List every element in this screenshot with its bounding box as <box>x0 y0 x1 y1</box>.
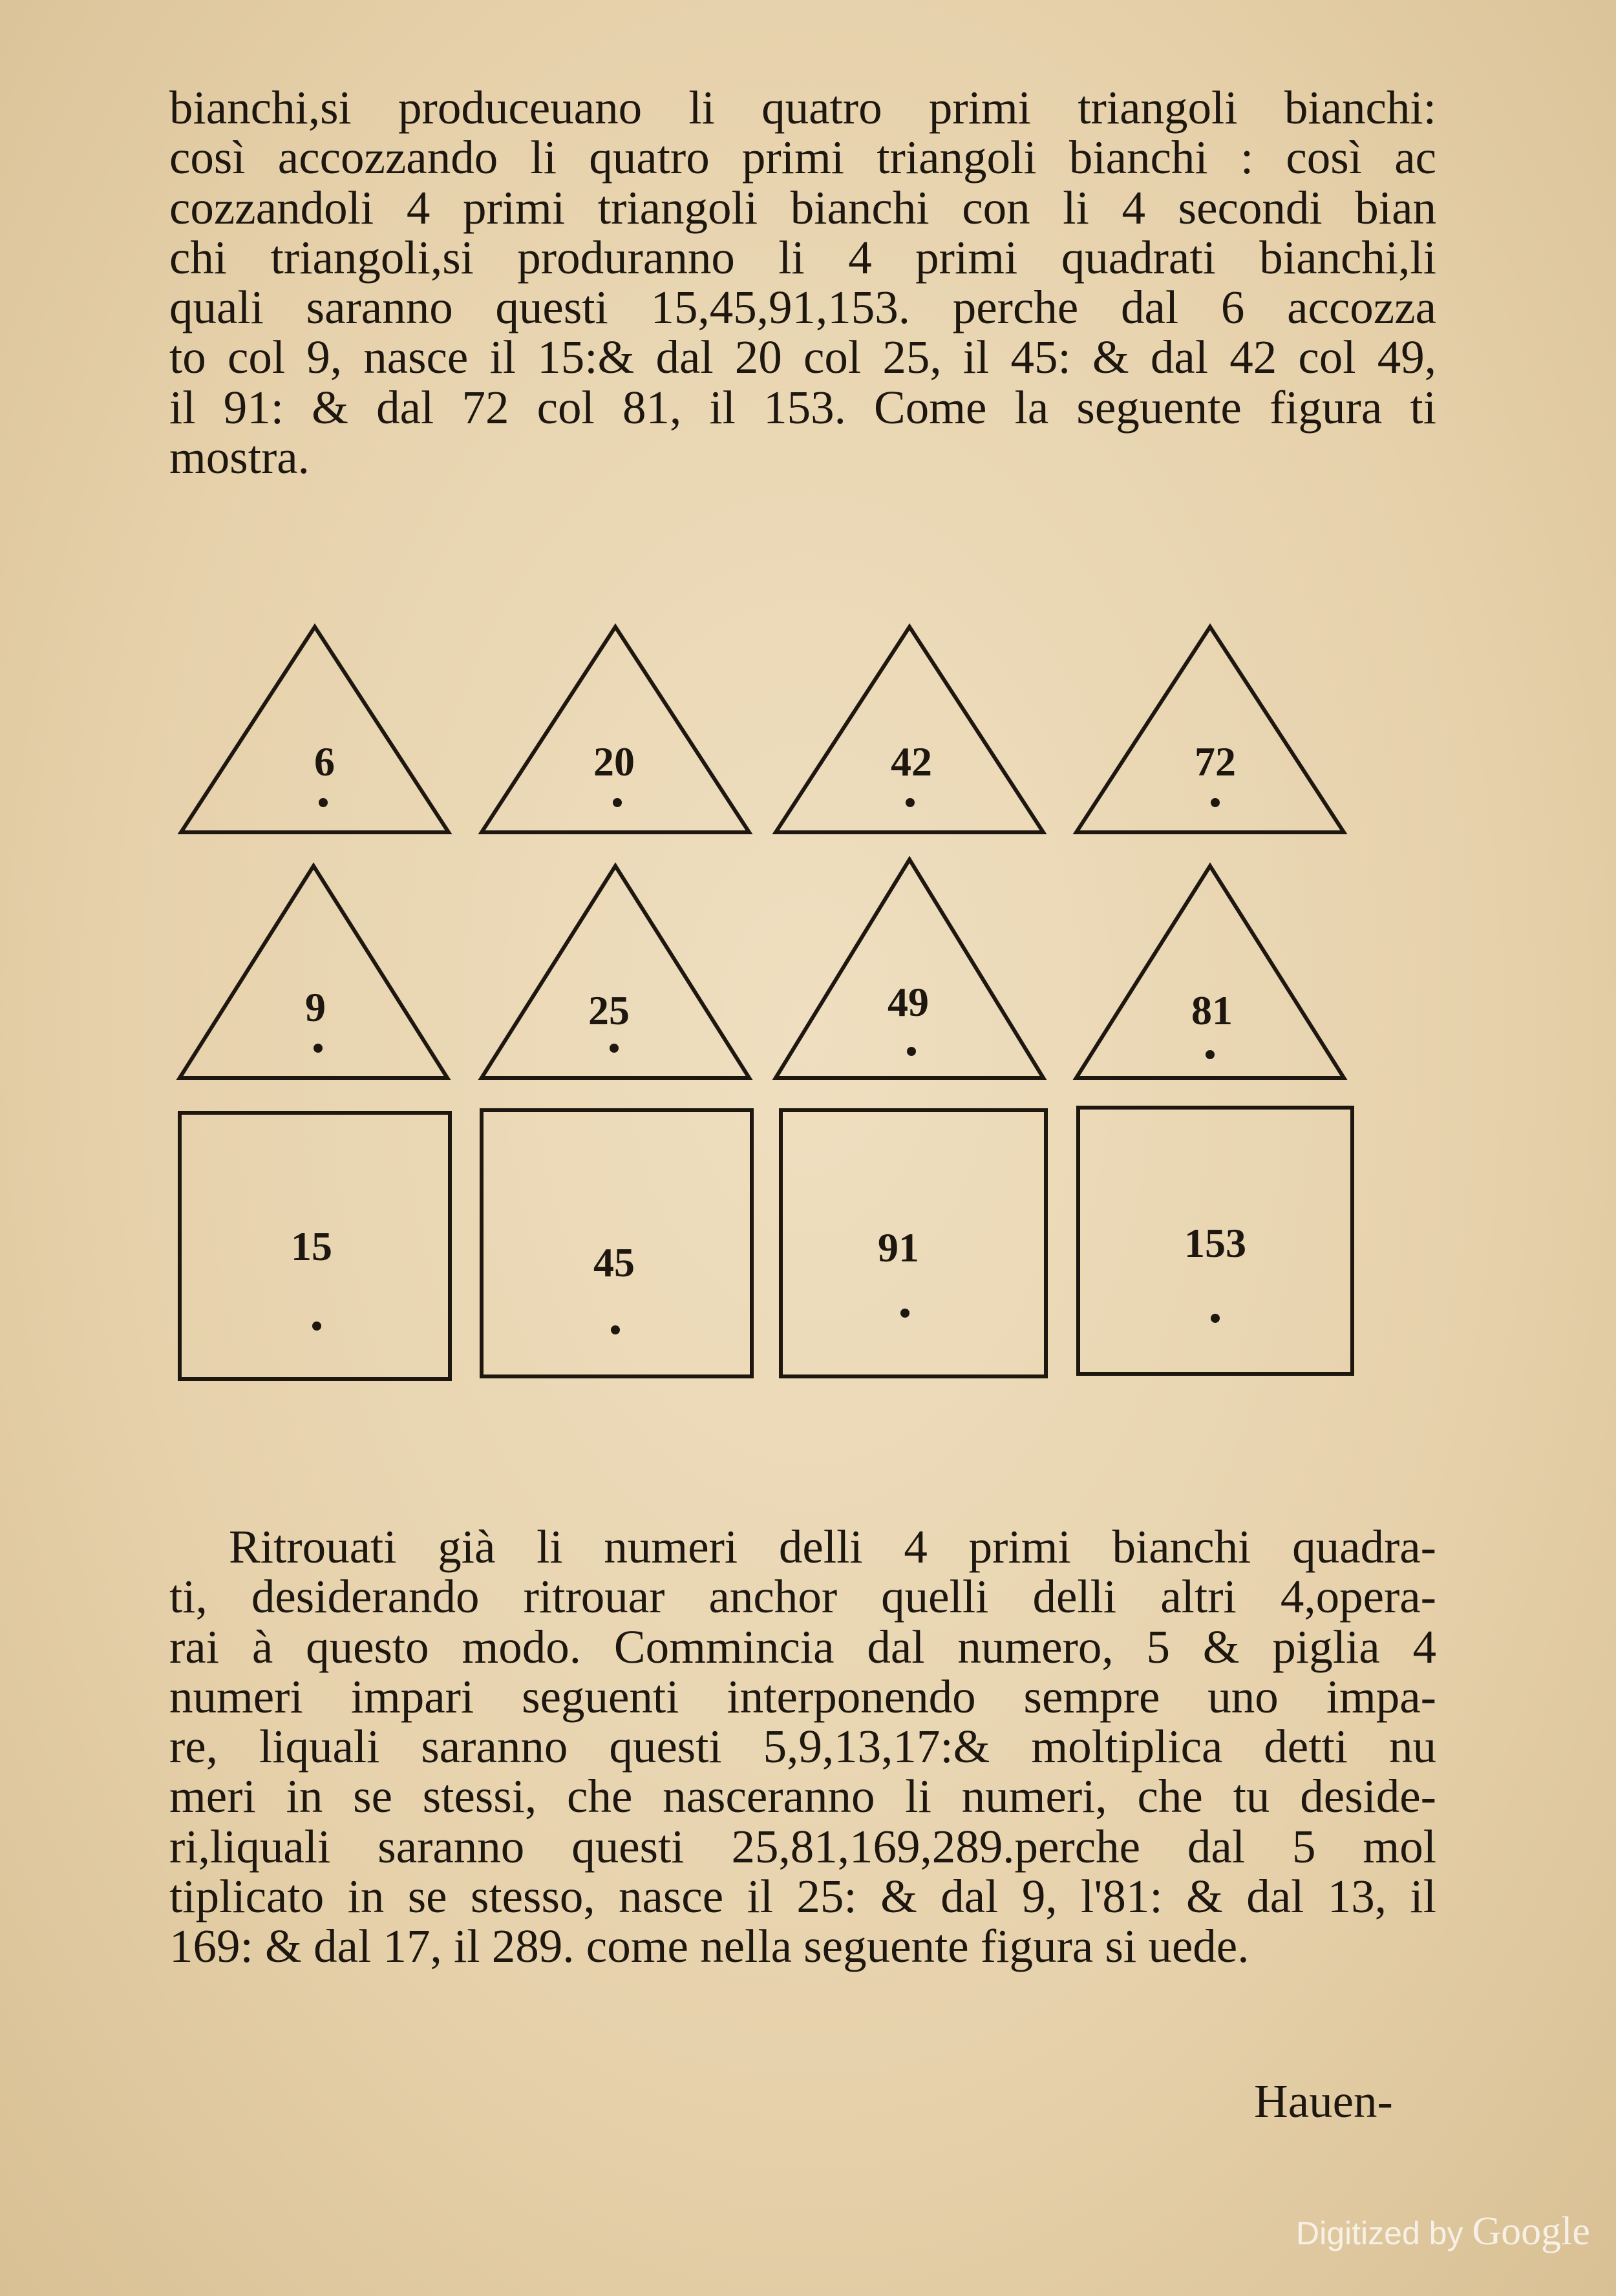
triangle-dot <box>314 1044 323 1053</box>
triangle-number: 9 <box>305 984 326 1030</box>
paragraph-line: bianchi,si produceuano li quatro primi triangoli bianchi: <box>169 81 1436 134</box>
paragraph-line: cozzandoli 4 primi triangoli bianchi con li 4 secondi bian <box>169 181 1436 234</box>
square-figure <box>1078 1108 1352 1374</box>
triangle-number: 72 <box>1195 739 1236 785</box>
paragraph-line: tiplicato in se stesso, nasce il 25: & dal 9, l'81: & dal 13, il <box>169 1870 1436 1923</box>
triangle-dot <box>319 798 328 807</box>
catchword: Hauen- <box>1254 2075 1393 2127</box>
paragraph-line: ri,liquali saranno questi 25,81,169,289.perche dal 5 mol <box>169 1820 1436 1873</box>
paragraph-line: mostra. <box>169 431 310 484</box>
square-row <box>180 1108 1352 1379</box>
square-number: 91 <box>878 1225 919 1270</box>
triangle-dot <box>907 1047 916 1056</box>
square-number: 45 <box>593 1239 635 1285</box>
triangle-dot <box>1211 798 1220 807</box>
triangle-figure <box>482 866 749 1078</box>
paragraph-line: chi triangoli,si produranno li 4 primi quadrati bianchi,li <box>169 231 1436 284</box>
paragraph-line: re, liquali saranno questi 5,9,13,17:& moltiplica detti nu <box>169 1720 1436 1773</box>
square-dot <box>1211 1314 1220 1323</box>
triangle-figure <box>1076 627 1344 832</box>
paragraph-line: to col 9, nasce il 15:& dal 20 col 25, il 45: & dal 42 col 49, <box>169 331 1436 384</box>
digitized-text: Digitized by <box>1296 2215 1463 2251</box>
triangle-figure <box>776 627 1043 832</box>
square-dot <box>312 1322 321 1331</box>
paragraph-line: numeri impari seguenti interponendo sempre uno impa- <box>169 1670 1436 1723</box>
paragraph-line: così accozzando li quatro primi triangoli bianchi : così ac <box>169 131 1436 184</box>
triangle-figure <box>181 627 449 832</box>
digitized-watermark <box>1296 2209 1593 2255</box>
square-dot <box>611 1325 620 1334</box>
triangle-number: 49 <box>888 979 929 1025</box>
triangle-number: 25 <box>588 987 630 1033</box>
square-number: 153 <box>1184 1220 1246 1266</box>
triangle-dot <box>1206 1050 1215 1059</box>
paragraph-line: meri in se stessi, che nasceranno li numeri, che tu deside- <box>169 1770 1436 1823</box>
triangle-figure <box>1076 866 1344 1078</box>
brand-logo-text: Google <box>1472 2209 1590 2253</box>
triangle-dot <box>613 798 622 807</box>
square-figure <box>482 1110 752 1376</box>
triangle-figure <box>180 866 447 1078</box>
square-figure <box>781 1110 1046 1376</box>
triangle-number: 42 <box>891 739 932 785</box>
square-dot <box>900 1309 909 1318</box>
triangle-number: 20 <box>593 739 635 785</box>
paragraph-line: rai à questo modo. Commincia dal numero, 5 & piglia 4 <box>169 1620 1436 1673</box>
paragraph-line: Ritrouati già li numeri delli 4 primi bianchi quadra- <box>229 1521 1436 1573</box>
triangle-figure <box>482 627 749 832</box>
triangle-row-first <box>181 627 1344 832</box>
triangle-number: 6 <box>314 739 335 785</box>
paragraph-line: quali saranno questi 15,45,91,153. perche dal 6 accozza <box>169 281 1436 334</box>
square-number: 15 <box>291 1223 332 1269</box>
paragraph-line: 169: & dal 17, il 289. come nella seguente figura si uede. <box>169 1920 1249 1973</box>
paragraph-2 <box>169 1522 1436 1972</box>
triangle-row-second <box>180 859 1344 1078</box>
paragraph-line: ti, desiderando ritrouar anchor quelli delli altri 4,opera- <box>169 1570 1436 1623</box>
triangle-number: 81 <box>1191 987 1233 1033</box>
paragraph-line: il 91: & dal 72 col 81, il 153. Come la seguente figura ti <box>169 381 1436 434</box>
square-figure <box>180 1113 450 1379</box>
triangle-dot <box>906 798 915 807</box>
triangle-figure <box>776 859 1043 1078</box>
triangle-dot <box>610 1044 619 1053</box>
